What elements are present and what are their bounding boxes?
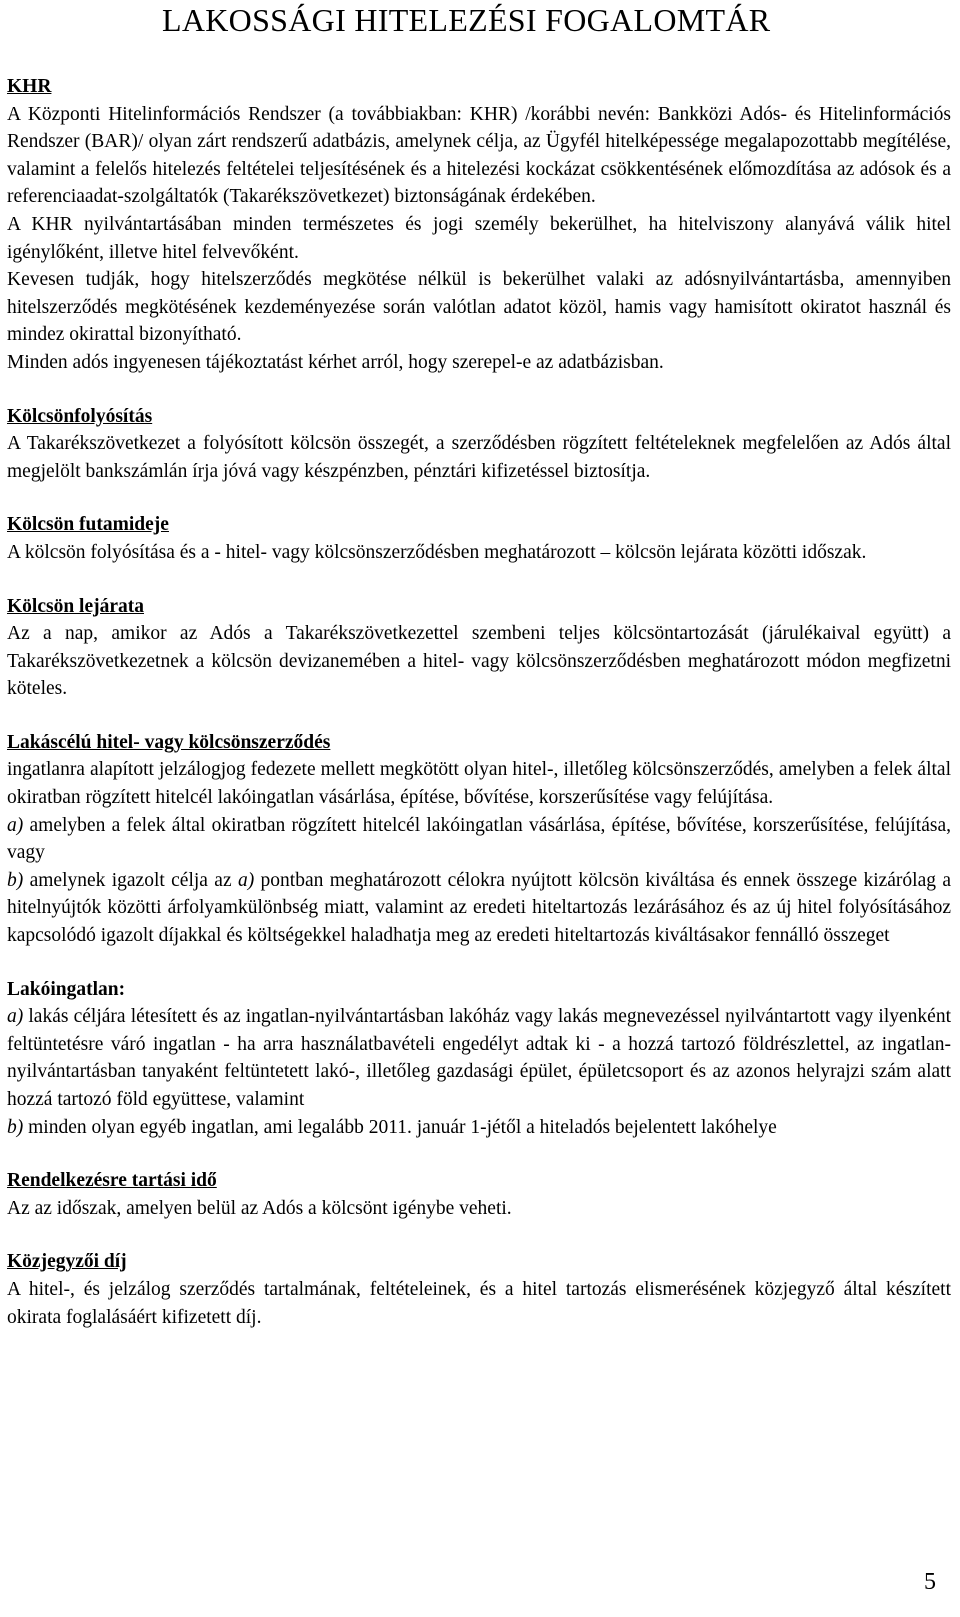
- term-heading: Kölcsönfolyósítás: [7, 405, 153, 427]
- definition-paragraph: ingatlanra alapított jelzálogjog fedezete mellett megkötött olyan hitel-, illetőleg kölcsönszerződés, amelyben a felek által okiratban rögzített hitelcél lakóingatlan vásárlása, építése, bővítése, korszerűsítése vagy felújítása.: [7, 759, 951, 809]
- item-text: pontban meghatározott célokra nyújtott kölcsön kiváltása és ennek összege kizárólag a hitelnyújtók közötti árfolyamkülönbség miatt, valamint az eredeti hiteltartozás lezárásához és az új hitel folyósításához kapcsolódó igazolt díjakkal és költségekkel haladhatja meg az eredeti hiteltartozás kiváltásakor fennálló összeget: [7, 869, 951, 947]
- term-heading: Közjegyzői díj: [7, 1251, 127, 1273]
- definition-paragraph: A Takarékszövetkezet a folyósított kölcsön összegét, a szerződésben rögzített feltételeknek megfelelően az Adós által megjelölt bankszámlán írja jóvá vagy készpénzben, pénztári kifizetéssel biztosítja.: [7, 433, 951, 482]
- section-kolcson-futamideje: [7, 511, 951, 566]
- definition-paragraph: A hitel-, és jelzálog szerződés tartalmának, feltételeinek, és a hitel tartozás elismerésének közjegyző által készített okirata foglalásáért kifizetett díj.: [7, 1278, 951, 1328]
- term-heading: Lakóingatlan:: [7, 978, 126, 1000]
- page-number: 5: [924, 1569, 936, 1595]
- definition-paragraph: A KHR nyilvántartásában minden természetes és jogi személy bekerülhet, ha hitelviszony alanyává válik hitel igénylőként, illetve hitel felvevőként.: [7, 213, 951, 263]
- item-reference: a): [237, 869, 255, 891]
- item-marker: a): [7, 814, 24, 836]
- definition-paragraph: Az a nap, amikor az Adós a Takarékszövetkezettel szembeni teljes kölcsöntartozását (járulékaival együtt) a Takarékszövetkezetnek a kölcsön devizanemében a hitel- vagy kölcsönszerződésben meghatározott módon megfizetni köteles.: [7, 623, 951, 700]
- definition-item-b: [7, 1114, 951, 1142]
- definition-paragraph: Minden adós ingyenesen tájékoztatást kérhet arról, hogy szerepel-e az adatbázisban.: [7, 351, 664, 373]
- definition-item-a: [7, 1003, 951, 1113]
- term-heading: Kölcsön futamideje: [7, 514, 169, 536]
- item-text: amelynek igazolt célja az: [23, 869, 238, 891]
- section-kolcsonfolyositas: [7, 403, 951, 486]
- section-lakoingatlan: [7, 976, 951, 1142]
- item-text: minden olyan egyéb ingatlan, ami legalább 2011. január 1-jétől a hiteladós bejelentett lakóhelye: [23, 1116, 777, 1138]
- definition-item-b: [7, 867, 951, 950]
- term-heading: Rendelkezésre tartási idő: [7, 1170, 217, 1192]
- section-kolcson-lejarata: [7, 593, 951, 703]
- definition-paragraph: A kölcsön folyósítása és a - hitel- vagy kölcsönszerződésben meghatározott – kölcsön lejárata közötti időszak.: [7, 541, 867, 563]
- item-marker: a): [7, 1006, 24, 1028]
- section-kozjegyzoi-dij: [7, 1248, 951, 1331]
- term-heading: KHR: [7, 76, 52, 97]
- item-marker: b): [7, 869, 24, 891]
- definition-paragraph: Kevesen tudják, hogy hitelszerződés megkötése nélkül is bekerülhet valaki az adósnyilvántartásba, amennyiben hitelszerződés megkötésének kezdeményezése során valótlan adatot közöl, hamis vagy hamisított okiratot használ és mindez okirattal bizonyítható.: [7, 269, 951, 346]
- term-heading: Lakáscélú hitel- vagy kölcsönszerződés: [7, 731, 331, 753]
- item-marker: b): [7, 1116, 24, 1138]
- item-text: lakás céljára létesített és az ingatlan-nyilvántartásban lakóház vagy lakás megnevezéssel nyilvántartott vagy ilyenként feltüntetésre váró ingatlan - ha arra használatbavételi engedélyt adtak ki - a hozzá tartozó földrészlettel, az ingatlan-nyilvántartásban tanyaként feltüntetett lakó-, illetőleg gazdasági épület, épületcsoport és az azonos helyrajzi szám alatt hozzá tartozó föld együttese, valamint: [7, 1006, 951, 1110]
- item-text: amelyben a felek által okiratban rögzített hitelcél lakóingatlan vásárlása, építése, bővítése, korszerűsítése, felújítása, vagy: [7, 814, 951, 864]
- definition-paragraph: A Központi Hitelinformációs Rendszer (a továbbiakban: KHR) /korábbi nevén: Bankközi Adós- és Hitelinformációs Rendszer (BAR)/ olyan zárt rendszerű adatbázis, amelynek célja, az Ügyfél hitelképessége megalapozottabb megítélése, valamint a felelős hitelezés feltételei teljesítésének és a hitelezési kockázat csökkentésének előmozdítása az adósok és a referenciaadat-szolgáltatók (Takarékszövetkezet) biztonságának érdekében.: [7, 103, 951, 208]
- section-rendelkezesre-tartasi-ido: [7, 1167, 951, 1222]
- glossary-content: [7, 73, 951, 1331]
- page-title: LAKOSSÁGI HITELEZÉSI FOGALOMTÁR: [162, 2, 771, 38]
- section-khr: [7, 73, 951, 377]
- definition-paragraph: Az az időszak, amelyen belül az Adós a kölcsönt igénybe veheti.: [7, 1197, 512, 1219]
- term-heading: Kölcsön lejárata: [7, 595, 145, 617]
- section-lakascelu-hitel: [7, 729, 951, 950]
- definition-item-a: [7, 812, 951, 867]
